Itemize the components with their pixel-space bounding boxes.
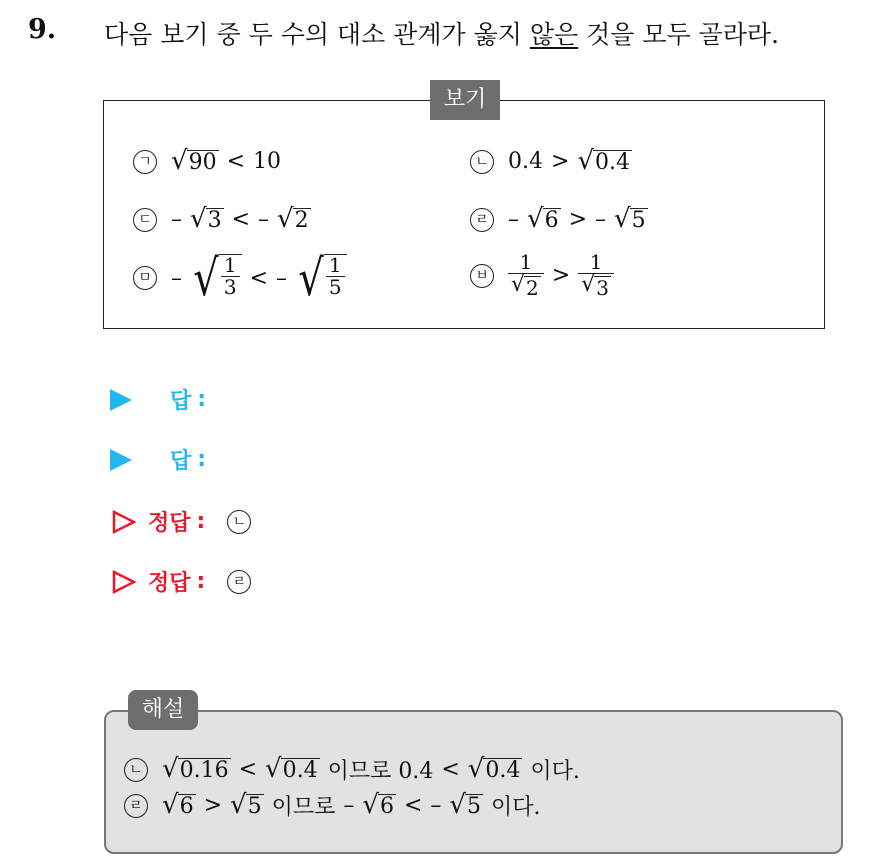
sqrt-expression: √ 0.4 <box>577 146 631 176</box>
sqrt-expression: √ 5 <box>449 789 481 820</box>
operator: > <box>551 149 570 175</box>
correct-marker: ㄴ <box>227 510 251 534</box>
minus-sign: – <box>595 207 607 233</box>
bogi-item-6 <box>470 252 614 299</box>
operator: < <box>226 149 246 175</box>
question-text <box>104 15 779 51</box>
explanation-line-1 <box>124 754 580 785</box>
answer-row-1 <box>110 384 206 415</box>
operator: > <box>568 207 588 233</box>
correct-label: 정답 <box>148 571 191 596</box>
question-number: 9. <box>28 14 57 45</box>
bogi-item-5 <box>133 250 347 306</box>
bogi-item-2 <box>470 148 632 175</box>
marker-circle: ㄴ <box>124 758 148 782</box>
answer-label: 답 <box>170 389 192 414</box>
answer-colon: : <box>197 387 207 412</box>
fraction: 1 √ 3 <box>578 252 614 299</box>
text: 이다. <box>530 759 580 784</box>
question-text-after: 것을 모두 골라라. <box>578 20 779 49</box>
question-text-underlined: 않은 <box>529 20 579 49</box>
operator: < <box>231 207 251 233</box>
correct-colon: : <box>196 569 206 594</box>
bogi-item-1 <box>133 148 281 175</box>
operator: < <box>403 793 423 818</box>
operator: > <box>551 263 571 288</box>
sqrt-expression: √ 3 <box>190 204 222 234</box>
minus-sign: – <box>508 207 519 233</box>
marker-circle: ㄱ <box>133 150 157 174</box>
operator: < <box>249 265 269 291</box>
marker-circle: ㅁ <box>133 266 157 290</box>
outline-arrow-icon <box>112 510 136 534</box>
text: 이므로 <box>271 795 336 820</box>
correct-label: 정답 <box>148 511 191 536</box>
sqrt-expression: √ 6 <box>162 789 194 820</box>
play-arrow-icon <box>110 389 132 411</box>
sqrt-expression: √ 6 <box>362 789 394 820</box>
sqrt-expression: √ 0.16 <box>162 753 229 784</box>
minus-sign: – <box>343 793 355 818</box>
minus-sign: – <box>430 793 442 818</box>
value: 0.4 <box>508 149 543 175</box>
play-arrow-icon <box>110 449 132 471</box>
marker-circle: ㄹ <box>124 794 148 818</box>
sqrt-expression: √ 5 <box>614 204 646 234</box>
marker-circle: ㄹ <box>470 208 494 232</box>
text: 이다. <box>490 795 541 820</box>
correct-marker: ㄹ <box>227 570 251 594</box>
operator: < <box>238 757 257 782</box>
sqrt-expression: √ 0.4 <box>265 753 318 784</box>
sqrt-fraction: √ $\frac{1}{3}$ <box>190 250 242 306</box>
marker-circle: ㄷ <box>133 208 157 232</box>
answer-row-2 <box>110 444 206 475</box>
sqrt-expression: √ 0.4 <box>467 753 521 784</box>
minus-sign: – <box>258 207 270 233</box>
value: 10 <box>253 149 282 175</box>
sqrt-expression: √ 6 <box>527 204 559 234</box>
text: 이므로 0.4 <box>327 759 434 784</box>
sqrt-expression: √ 90 <box>171 146 217 176</box>
correct-answer-row-2 <box>112 566 251 597</box>
explanation-label: 해설 <box>128 690 198 730</box>
correct-answer-row-1 <box>112 506 251 537</box>
correct-colon: : <box>196 509 206 534</box>
marker-circle: ㄴ <box>470 150 494 174</box>
explanation-line-2 <box>124 790 540 821</box>
bogi-item-3 <box>133 206 311 233</box>
operator: > <box>203 793 223 818</box>
marker-circle: ㅂ <box>470 264 494 288</box>
sqrt-expression: √ 2 <box>277 204 309 234</box>
minus-sign: – <box>276 265 288 291</box>
operator: < <box>441 757 460 782</box>
outline-arrow-icon <box>112 570 136 594</box>
sqrt-fraction: √ $\frac{1}{5}$ <box>295 250 347 306</box>
bogi-item-4 <box>470 206 648 233</box>
fraction: 1 √ 2 <box>508 252 544 299</box>
answer-colon: : <box>197 447 207 472</box>
question-text-before: 다음 보기 중 두 수의 대소 관계가 옳지 <box>104 20 530 49</box>
bogi-label: 보기 <box>430 80 500 120</box>
answer-label: 답 <box>170 449 192 474</box>
minus-sign: – <box>171 207 182 233</box>
minus-sign: – <box>171 265 182 291</box>
sqrt-expression: √ 5 <box>230 789 262 820</box>
